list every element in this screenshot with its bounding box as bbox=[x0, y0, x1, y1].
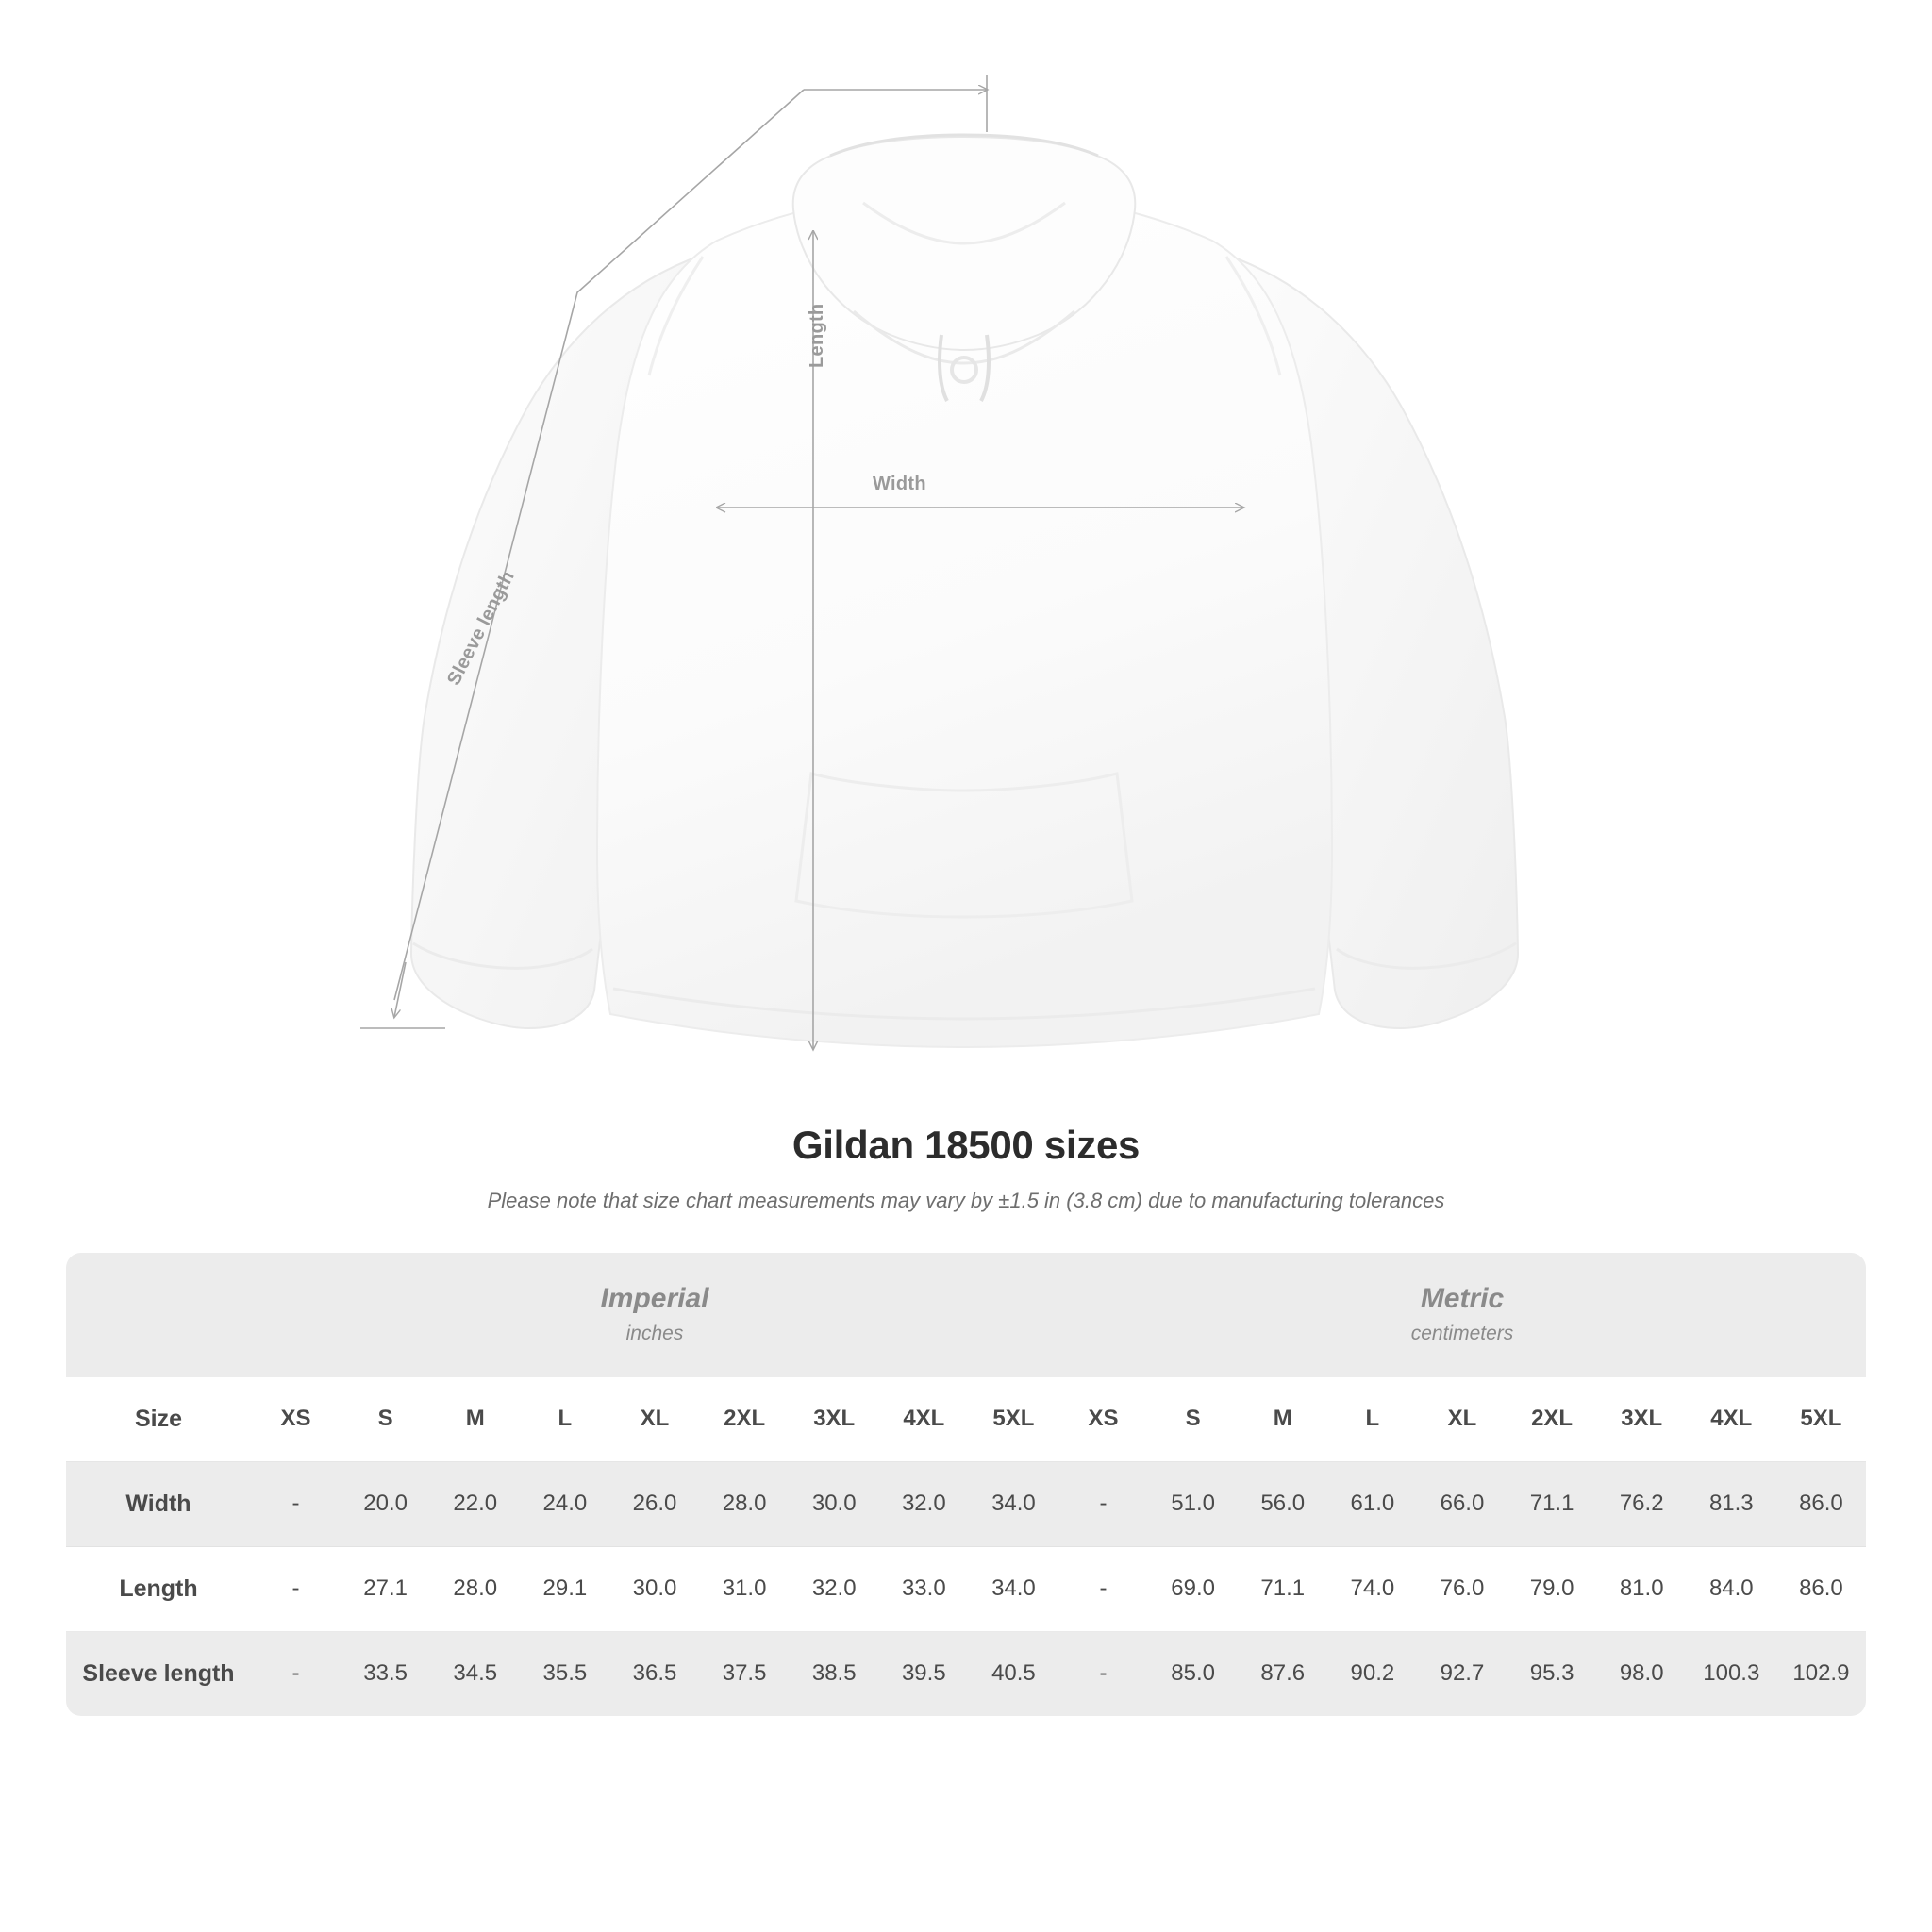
cell-width-imperial-s: 20.0 bbox=[341, 1461, 430, 1546]
cell-length-metric-5xl: 86.0 bbox=[1776, 1546, 1866, 1631]
cell-length-imperial-s: 27.1 bbox=[341, 1546, 430, 1631]
cell-width-metric-4xl: 81.3 bbox=[1687, 1461, 1776, 1546]
cell-sleeve-imperial-l: 35.5 bbox=[520, 1631, 609, 1716]
cell-length-metric-xs: - bbox=[1058, 1546, 1148, 1631]
cell-length-imperial-2xl: 31.0 bbox=[700, 1546, 790, 1631]
cell-sleeve-metric-4xl: 100.3 bbox=[1687, 1631, 1776, 1716]
cell-length-imperial-m: 28.0 bbox=[430, 1546, 520, 1631]
sleeve-length-label: Sleeve length bbox=[443, 567, 519, 689]
size-header-row bbox=[66, 1377, 1866, 1462]
table-row bbox=[66, 1546, 1866, 1631]
cell-length-metric-3xl: 81.0 bbox=[1597, 1546, 1687, 1631]
row-label-width: Width bbox=[66, 1461, 251, 1546]
unit-group-imperial-sub: inches bbox=[625, 1322, 684, 1344]
col-head-imperial-m: M bbox=[430, 1377, 520, 1462]
cell-length-imperial-4xl: 33.0 bbox=[879, 1546, 969, 1631]
col-head-imperial-l: L bbox=[520, 1377, 609, 1462]
cell-sleeve-metric-xl: 92.7 bbox=[1417, 1631, 1507, 1716]
cell-length-imperial-xs: - bbox=[251, 1546, 341, 1631]
col-head-imperial-4xl: 4XL bbox=[879, 1377, 969, 1462]
cell-sleeve-imperial-4xl: 39.5 bbox=[879, 1631, 969, 1716]
col-head-metric-s: S bbox=[1148, 1377, 1238, 1462]
unit-group-imperial bbox=[251, 1253, 1058, 1377]
hoodie-body bbox=[411, 135, 1518, 1047]
col-head-metric-3xl: 3XL bbox=[1597, 1377, 1687, 1462]
size-table bbox=[66, 1253, 1866, 1716]
cell-length-metric-4xl: 84.0 bbox=[1687, 1546, 1776, 1631]
col-head-imperial-5xl: 5XL bbox=[969, 1377, 1058, 1462]
cell-length-metric-s: 69.0 bbox=[1148, 1546, 1238, 1631]
cell-width-metric-m: 56.0 bbox=[1238, 1461, 1327, 1546]
length-label: Length bbox=[807, 303, 827, 368]
cell-width-metric-5xl: 86.0 bbox=[1776, 1461, 1866, 1546]
cell-sleeve-imperial-xl: 36.5 bbox=[609, 1631, 699, 1716]
unit-group-metric-sub: centimeters bbox=[1410, 1322, 1514, 1344]
col-head-imperial-s: S bbox=[341, 1377, 430, 1462]
row-label-sleeve-length: Sleeve length bbox=[66, 1631, 251, 1716]
cell-width-metric-s: 51.0 bbox=[1148, 1461, 1238, 1546]
table-row bbox=[66, 1461, 1866, 1546]
row-label-length: Length bbox=[66, 1546, 251, 1631]
cell-length-metric-l: 74.0 bbox=[1327, 1546, 1417, 1631]
cell-sleeve-metric-xs: - bbox=[1058, 1631, 1148, 1716]
col-head-imperial-3xl: 3XL bbox=[790, 1377, 879, 1462]
cell-sleeve-imperial-2xl: 37.5 bbox=[700, 1631, 790, 1716]
row-header-size: Size bbox=[66, 1377, 251, 1462]
cell-length-metric-m: 71.1 bbox=[1238, 1546, 1327, 1631]
cell-length-imperial-5xl: 34.0 bbox=[969, 1546, 1058, 1631]
cell-sleeve-imperial-3xl: 38.5 bbox=[790, 1631, 879, 1716]
cell-width-metric-2xl: 71.1 bbox=[1507, 1461, 1597, 1546]
cell-length-metric-xl: 76.0 bbox=[1417, 1546, 1507, 1631]
cell-sleeve-metric-3xl: 98.0 bbox=[1597, 1631, 1687, 1716]
cell-width-imperial-m: 22.0 bbox=[430, 1461, 520, 1546]
cell-sleeve-metric-5xl: 102.9 bbox=[1776, 1631, 1866, 1716]
page-title: Gildan 18500 sizes bbox=[791, 1123, 1141, 1167]
unit-header-row bbox=[66, 1253, 1866, 1377]
col-head-imperial-xs: XS bbox=[251, 1377, 341, 1462]
unit-group-metric-name: Metric bbox=[1420, 1283, 1505, 1314]
col-head-imperial-2xl: 2XL bbox=[700, 1377, 790, 1462]
cell-length-imperial-xl: 30.0 bbox=[609, 1546, 699, 1631]
cell-width-metric-3xl: 76.2 bbox=[1597, 1461, 1687, 1546]
cell-width-imperial-5xl: 34.0 bbox=[969, 1461, 1058, 1546]
cell-width-imperial-xs: - bbox=[251, 1461, 341, 1546]
table-row bbox=[66, 1631, 1866, 1716]
col-head-metric-5xl: 5XL bbox=[1776, 1377, 1866, 1462]
cell-width-imperial-l: 24.0 bbox=[520, 1461, 609, 1546]
unit-group-metric bbox=[1058, 1253, 1866, 1377]
tolerance-note: Please note that size chart measurements may vary by ±1.5 in (3.8 cm) due to manufacturing tolerances bbox=[487, 1189, 1445, 1212]
width-label: Width bbox=[873, 474, 926, 494]
cell-sleeve-metric-s: 85.0 bbox=[1148, 1631, 1238, 1716]
cell-sleeve-imperial-m: 34.5 bbox=[430, 1631, 520, 1716]
cell-sleeve-metric-m: 87.6 bbox=[1238, 1631, 1327, 1716]
cell-sleeve-metric-2xl: 95.3 bbox=[1507, 1631, 1597, 1716]
col-head-metric-m: M bbox=[1238, 1377, 1327, 1462]
cell-width-imperial-xl: 26.0 bbox=[609, 1461, 699, 1546]
size-table-container bbox=[66, 1253, 1866, 1716]
col-head-metric-xs: XS bbox=[1058, 1377, 1148, 1462]
cell-sleeve-imperial-xs: - bbox=[251, 1631, 341, 1716]
unit-spacer bbox=[66, 1253, 251, 1377]
cell-length-imperial-l: 29.1 bbox=[520, 1546, 609, 1631]
unit-group-imperial-name: Imperial bbox=[600, 1283, 709, 1314]
cell-width-metric-xs: - bbox=[1058, 1461, 1148, 1546]
cell-sleeve-metric-l: 90.2 bbox=[1327, 1631, 1417, 1716]
cell-width-metric-xl: 66.0 bbox=[1417, 1461, 1507, 1546]
col-head-metric-2xl: 2XL bbox=[1507, 1377, 1597, 1462]
col-head-metric-l: L bbox=[1327, 1377, 1417, 1462]
cell-width-imperial-4xl: 32.0 bbox=[879, 1461, 969, 1546]
cell-width-imperial-2xl: 28.0 bbox=[700, 1461, 790, 1546]
title-block bbox=[0, 1123, 1932, 1213]
cell-width-imperial-3xl: 30.0 bbox=[790, 1461, 879, 1546]
cell-sleeve-imperial-s: 33.5 bbox=[341, 1631, 430, 1716]
col-head-imperial-xl: XL bbox=[609, 1377, 699, 1462]
col-head-metric-4xl: 4XL bbox=[1687, 1377, 1776, 1462]
cell-length-metric-2xl: 79.0 bbox=[1507, 1546, 1597, 1631]
col-head-metric-xl: XL bbox=[1417, 1377, 1507, 1462]
cell-length-imperial-3xl: 32.0 bbox=[790, 1546, 879, 1631]
cell-width-metric-l: 61.0 bbox=[1327, 1461, 1417, 1546]
cell-sleeve-imperial-5xl: 40.5 bbox=[969, 1631, 1058, 1716]
